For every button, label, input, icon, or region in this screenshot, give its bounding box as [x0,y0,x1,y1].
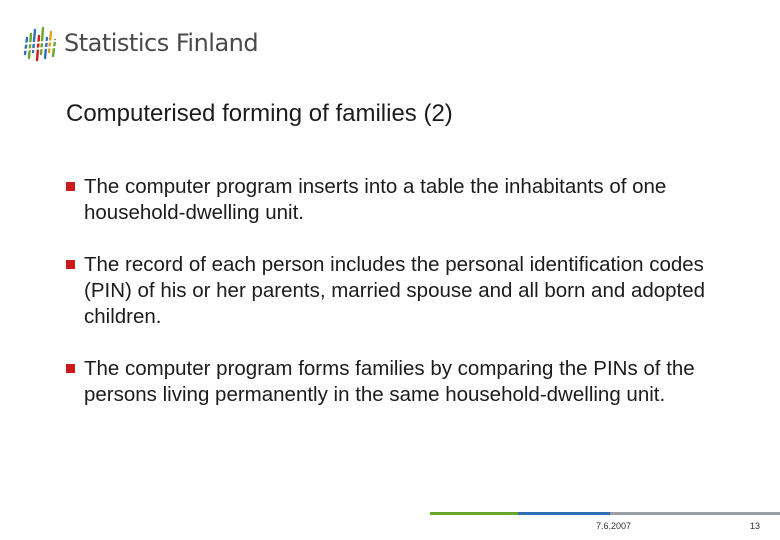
bullet-text: The computer program forms families by comparing the PINs of the persons living permanently in the same household-dwelling unit. [84,357,695,406]
bullet-square-icon [66,182,75,191]
bullet-text: The record of each person includes the personal identification codes (PIN) of his or her parents, married spouse and all born and adopted children. [84,253,706,328]
slide-title: Computerised forming of families (2) [66,100,453,127]
footer-date: 7.6.2007 [596,521,632,531]
bullet-item [66,252,706,330]
bullet-square-icon [66,260,75,269]
footer-page-number: 13 [750,521,761,531]
statistics-finland-logo-icon [22,24,56,62]
footer-color-bar [430,512,780,516]
bullet-square-icon [66,364,75,373]
bullet-item [66,356,706,408]
logo [22,24,258,62]
logo-text: Statistics Finland [64,29,259,57]
bullet-list [66,174,706,434]
bullet-item [66,174,706,226]
bullet-text: The computer program inserts into a table the inhabitants of one household-dwelling unit. [84,175,667,224]
